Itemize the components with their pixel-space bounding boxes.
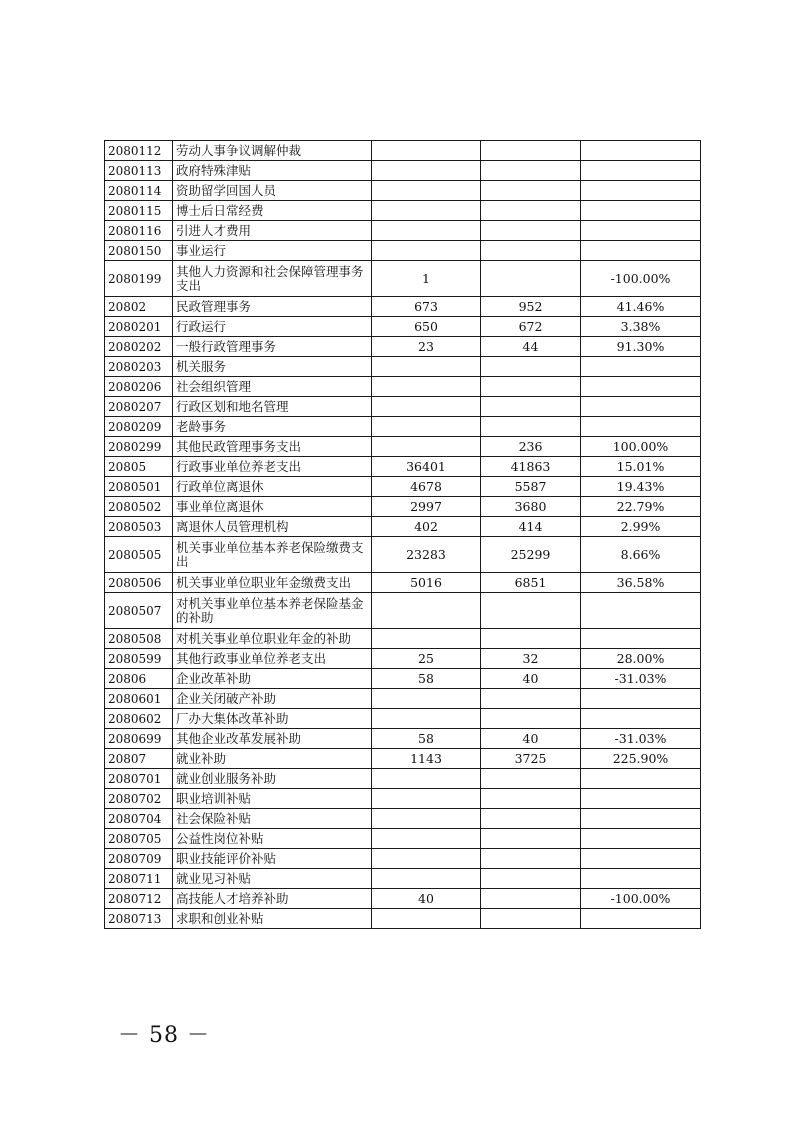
table-row — [105, 537, 701, 573]
current-year-amount-cell: 3680 — [481, 497, 581, 517]
prior-year-amount-cell: 673 — [372, 297, 481, 317]
prior-year-amount-cell — [372, 849, 481, 869]
prior-year-amount-cell: 4678 — [372, 477, 481, 497]
table-row — [105, 497, 701, 517]
current-year-amount-cell — [481, 181, 581, 201]
current-year-amount-cell: 40 — [481, 729, 581, 749]
current-year-amount-cell — [481, 809, 581, 829]
table-row — [105, 437, 701, 457]
subject-name-cell: 就业见习补贴 — [173, 869, 372, 889]
table-row — [105, 729, 701, 749]
table-row — [105, 909, 701, 929]
subject-name-cell: 行政单位离退休 — [173, 477, 372, 497]
change-rate-cell — [581, 809, 701, 829]
current-year-amount-cell — [481, 629, 581, 649]
change-rate-cell — [581, 869, 701, 889]
subject-name-cell: 离退休人员管理机构 — [173, 517, 372, 537]
table-row — [105, 201, 701, 221]
table-row — [105, 709, 701, 729]
subject-code-cell: 2080209 — [105, 417, 173, 437]
prior-year-amount-cell — [372, 909, 481, 929]
current-year-amount-cell: 414 — [481, 517, 581, 537]
prior-year-amount-cell: 25 — [372, 649, 481, 669]
subject-name-cell: 机关事业单位职业年金缴费支出 — [173, 573, 372, 593]
subject-code-cell: 20807 — [105, 749, 173, 769]
table-row — [105, 261, 701, 297]
subject-code-cell: 2080712 — [105, 889, 173, 909]
change-rate-cell: 41.46% — [581, 297, 701, 317]
table-row — [105, 809, 701, 829]
subject-code-cell: 2080508 — [105, 629, 173, 649]
change-rate-cell — [581, 849, 701, 869]
subject-code-cell: 2080201 — [105, 317, 173, 337]
table-row — [105, 789, 701, 809]
subject-code-cell: 2080116 — [105, 221, 173, 241]
subject-code-cell: 2080601 — [105, 689, 173, 709]
prior-year-amount-cell: 58 — [372, 729, 481, 749]
prior-year-amount-cell: 5016 — [372, 573, 481, 593]
change-rate-cell — [581, 689, 701, 709]
current-year-amount-cell — [481, 769, 581, 789]
subject-code-cell: 2080711 — [105, 869, 173, 889]
current-year-amount-cell — [481, 141, 581, 161]
current-year-amount-cell: 41863 — [481, 457, 581, 477]
prior-year-amount-cell — [372, 161, 481, 181]
change-rate-cell — [581, 769, 701, 789]
subject-name-cell: 民政管理事务 — [173, 297, 372, 317]
table-row — [105, 377, 701, 397]
subject-name-cell: 公益性岗位补贴 — [173, 829, 372, 849]
current-year-amount-cell — [481, 849, 581, 869]
table-row — [105, 593, 701, 629]
current-year-amount-cell: 6851 — [481, 573, 581, 593]
subject-code-cell: 2080599 — [105, 649, 173, 669]
prior-year-amount-cell — [372, 201, 481, 221]
prior-year-amount-cell: 36401 — [372, 457, 481, 477]
subject-code-cell: 2080203 — [105, 357, 173, 377]
current-year-amount-cell — [481, 417, 581, 437]
change-rate-cell — [581, 241, 701, 261]
change-rate-cell: 100.00% — [581, 437, 701, 457]
subject-code-cell: 2080709 — [105, 849, 173, 869]
current-year-amount-cell — [481, 889, 581, 909]
change-rate-cell — [581, 629, 701, 649]
table-row — [105, 417, 701, 437]
current-year-amount-cell — [481, 689, 581, 709]
subject-code-cell: 20806 — [105, 669, 173, 689]
current-year-amount-cell: 44 — [481, 337, 581, 357]
subject-name-cell: 企业改革补助 — [173, 669, 372, 689]
prior-year-amount-cell: 402 — [372, 517, 481, 537]
subject-name-cell: 其他人力资源和社会保障管理事务支出 — [173, 261, 372, 297]
prior-year-amount-cell — [372, 593, 481, 629]
prior-year-amount-cell: 23 — [372, 337, 481, 357]
subject-name-cell: 对机关事业单位基本养老保险基金的补助 — [173, 593, 372, 629]
current-year-amount-cell: 952 — [481, 297, 581, 317]
prior-year-amount-cell — [372, 141, 481, 161]
current-year-amount-cell — [481, 829, 581, 849]
subject-code-cell: 2080199 — [105, 261, 173, 297]
subject-code-cell: 2080705 — [105, 829, 173, 849]
prior-year-amount-cell — [372, 629, 481, 649]
table-row — [105, 221, 701, 241]
subject-name-cell: 就业创业服务补助 — [173, 769, 372, 789]
table-row — [105, 769, 701, 789]
change-rate-cell: 15.01% — [581, 457, 701, 477]
subject-code-cell: 2080507 — [105, 593, 173, 629]
prior-year-amount-cell: 40 — [372, 889, 481, 909]
subject-name-cell: 行政区划和地名管理 — [173, 397, 372, 417]
subject-code-cell: 2080506 — [105, 573, 173, 593]
prior-year-amount-cell — [372, 357, 481, 377]
change-rate-cell — [581, 909, 701, 929]
change-rate-cell — [581, 181, 701, 201]
table-row — [105, 629, 701, 649]
subject-code-cell: 2080502 — [105, 497, 173, 517]
subject-name-cell: 行政事业单位养老支出 — [173, 457, 372, 477]
table-row — [105, 869, 701, 889]
prior-year-amount-cell — [372, 869, 481, 889]
current-year-amount-cell: 672 — [481, 317, 581, 337]
table-row — [105, 457, 701, 477]
current-year-amount-cell — [481, 241, 581, 261]
change-rate-cell: -100.00% — [581, 889, 701, 909]
subject-code-cell: 20805 — [105, 457, 173, 477]
prior-year-amount-cell — [372, 221, 481, 241]
change-rate-cell: 22.79% — [581, 497, 701, 517]
table-row — [105, 573, 701, 593]
subject-name-cell: 博士后日常经费 — [173, 201, 372, 221]
prior-year-amount-cell: 23283 — [372, 537, 481, 573]
subject-name-cell: 社会组织管理 — [173, 377, 372, 397]
prior-year-amount-cell — [372, 241, 481, 261]
prior-year-amount-cell: 650 — [372, 317, 481, 337]
current-year-amount-cell: 236 — [481, 437, 581, 457]
subject-code-cell: 2080114 — [105, 181, 173, 201]
prior-year-amount-cell — [372, 809, 481, 829]
subject-name-cell: 求职和创业补贴 — [173, 909, 372, 929]
current-year-amount-cell: 40 — [481, 669, 581, 689]
change-rate-cell: 8.66% — [581, 537, 701, 573]
prior-year-amount-cell: 58 — [372, 669, 481, 689]
subject-name-cell: 其他民政管理事务支出 — [173, 437, 372, 457]
prior-year-amount-cell — [372, 789, 481, 809]
prior-year-amount-cell: 1 — [372, 261, 481, 297]
current-year-amount-cell — [481, 789, 581, 809]
subject-name-cell: 一般行政管理事务 — [173, 337, 372, 357]
subject-code-cell: 2080299 — [105, 437, 173, 457]
subject-name-cell: 职业培训补贴 — [173, 789, 372, 809]
subject-code-cell: 2080112 — [105, 141, 173, 161]
subject-name-cell: 其他企业改革发展补助 — [173, 729, 372, 749]
prior-year-amount-cell — [372, 829, 481, 849]
current-year-amount-cell — [481, 709, 581, 729]
table-row — [105, 749, 701, 769]
prior-year-amount-cell — [372, 689, 481, 709]
subject-code-cell: 2080702 — [105, 789, 173, 809]
change-rate-cell — [581, 417, 701, 437]
subject-code-cell: 2080113 — [105, 161, 173, 181]
subject-code-cell: 2080207 — [105, 397, 173, 417]
subject-name-cell: 厂办大集体改革补助 — [173, 709, 372, 729]
prior-year-amount-cell: 1143 — [372, 749, 481, 769]
table-row — [105, 181, 701, 201]
table-row — [105, 517, 701, 537]
change-rate-cell: 28.00% — [581, 649, 701, 669]
subject-code-cell: 2080713 — [105, 909, 173, 929]
subject-code-cell: 2080701 — [105, 769, 173, 789]
subject-name-cell: 职业技能评价补贴 — [173, 849, 372, 869]
table-row — [105, 397, 701, 417]
subject-name-cell: 机关服务 — [173, 357, 372, 377]
prior-year-amount-cell — [372, 437, 481, 457]
change-rate-cell: -31.03% — [581, 669, 701, 689]
subject-code-cell: 2080602 — [105, 709, 173, 729]
current-year-amount-cell — [481, 161, 581, 181]
change-rate-cell — [581, 357, 701, 377]
current-year-amount-cell: 5587 — [481, 477, 581, 497]
table-row — [105, 161, 701, 181]
subject-name-cell: 高技能人才培养补助 — [173, 889, 372, 909]
current-year-amount-cell — [481, 377, 581, 397]
change-rate-cell — [581, 709, 701, 729]
subject-name-cell: 社会保险补贴 — [173, 809, 372, 829]
subject-name-cell: 机关事业单位基本养老保险缴费支出 — [173, 537, 372, 573]
change-rate-cell — [581, 593, 701, 629]
table-row — [105, 849, 701, 869]
table-row — [105, 669, 701, 689]
current-year-amount-cell — [481, 357, 581, 377]
subject-name-cell: 对机关事业单位职业年金的补助 — [173, 629, 372, 649]
prior-year-amount-cell — [372, 709, 481, 729]
budget-table — [104, 140, 701, 929]
subject-name-cell: 老龄事务 — [173, 417, 372, 437]
subject-name-cell: 引进人才费用 — [173, 221, 372, 241]
prior-year-amount-cell: 2997 — [372, 497, 481, 517]
change-rate-cell — [581, 377, 701, 397]
current-year-amount-cell — [481, 593, 581, 629]
change-rate-cell — [581, 397, 701, 417]
table-row — [105, 649, 701, 669]
change-rate-cell: -31.03% — [581, 729, 701, 749]
table-row — [105, 357, 701, 377]
change-rate-cell: 19.43% — [581, 477, 701, 497]
prior-year-amount-cell — [372, 769, 481, 789]
subject-name-cell: 政府特殊津贴 — [173, 161, 372, 181]
current-year-amount-cell — [481, 397, 581, 417]
subject-name-cell: 事业单位离退休 — [173, 497, 372, 517]
change-rate-cell — [581, 201, 701, 221]
table-row — [105, 241, 701, 261]
change-rate-cell: 225.90% — [581, 749, 701, 769]
current-year-amount-cell — [481, 909, 581, 929]
subject-name-cell: 资助留学回国人员 — [173, 181, 372, 201]
subject-name-cell: 劳动人事争议调解仲裁 — [173, 141, 372, 161]
subject-name-cell: 行政运行 — [173, 317, 372, 337]
current-year-amount-cell — [481, 869, 581, 889]
subject-name-cell: 就业补助 — [173, 749, 372, 769]
change-rate-cell — [581, 829, 701, 849]
subject-code-cell: 2080202 — [105, 337, 173, 357]
change-rate-cell — [581, 221, 701, 241]
table-row — [105, 829, 701, 849]
subject-name-cell: 其他行政事业单位养老支出 — [173, 649, 372, 669]
subject-code-cell: 2080699 — [105, 729, 173, 749]
change-rate-cell: 91.30% — [581, 337, 701, 357]
table-row — [105, 689, 701, 709]
current-year-amount-cell — [481, 261, 581, 297]
table-row — [105, 317, 701, 337]
subject-code-cell: 2080503 — [105, 517, 173, 537]
change-rate-cell — [581, 161, 701, 181]
current-year-amount-cell: 32 — [481, 649, 581, 669]
change-rate-cell: 36.58% — [581, 573, 701, 593]
subject-code-cell: 20802 — [105, 297, 173, 317]
table-row — [105, 477, 701, 497]
prior-year-amount-cell — [372, 397, 481, 417]
current-year-amount-cell — [481, 201, 581, 221]
subject-name-cell: 事业运行 — [173, 241, 372, 261]
prior-year-amount-cell — [372, 377, 481, 397]
subject-code-cell: 2080704 — [105, 809, 173, 829]
current-year-amount-cell — [481, 221, 581, 241]
change-rate-cell: -100.00% — [581, 261, 701, 297]
current-year-amount-cell: 3725 — [481, 749, 581, 769]
subject-code-cell: 2080501 — [105, 477, 173, 497]
change-rate-cell — [581, 141, 701, 161]
change-rate-cell — [581, 789, 701, 809]
subject-code-cell: 2080206 — [105, 377, 173, 397]
table-row — [105, 889, 701, 909]
table-row — [105, 297, 701, 317]
prior-year-amount-cell — [372, 417, 481, 437]
subject-name-cell: 企业关闭破产补助 — [173, 689, 372, 709]
current-year-amount-cell: 25299 — [481, 537, 581, 573]
prior-year-amount-cell — [372, 181, 481, 201]
subject-code-cell: 2080505 — [105, 537, 173, 573]
table-row — [105, 337, 701, 357]
subject-code-cell: 2080150 — [105, 241, 173, 261]
table-body — [105, 141, 701, 929]
change-rate-cell: 2.99% — [581, 517, 701, 537]
change-rate-cell: 3.38% — [581, 317, 701, 337]
table-row — [105, 141, 701, 161]
page-number: － 58 － — [118, 1023, 210, 1048]
subject-code-cell: 2080115 — [105, 201, 173, 221]
